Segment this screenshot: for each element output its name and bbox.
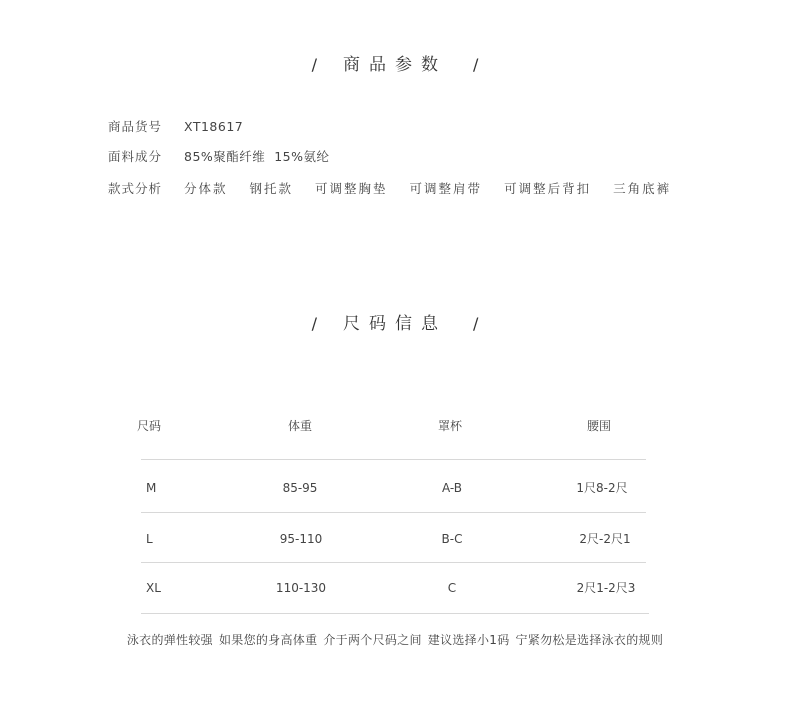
table-cell-waist: 2尺1-2尺3	[576, 581, 636, 595]
title-slash-left: /	[311, 55, 317, 74]
param-row-sku	[108, 118, 243, 136]
param-row-fabric	[108, 148, 330, 166]
sku-value: XT18617	[184, 119, 244, 134]
param-row-style	[108, 180, 693, 198]
note-part: 如果您的身高体重	[218, 633, 318, 647]
table-header-weight: 体重	[287, 419, 313, 433]
fabric-label: 面料成分	[108, 149, 163, 164]
table-cell-size: M	[146, 481, 157, 495]
sku-label: 商品货号	[108, 119, 163, 134]
table-divider	[141, 459, 646, 460]
title-slash-left: /	[311, 314, 317, 333]
style-tag: 三角底裤	[613, 181, 672, 196]
table-header-waist: 腰围	[586, 419, 612, 433]
table-header-cup: 罩杯	[437, 419, 463, 433]
note-part: 宁紧勿松是选择泳衣的规则	[515, 633, 664, 647]
style-label: 款式分析	[108, 181, 163, 196]
table-cell-cup: B-C	[441, 532, 463, 546]
table-cell-cup: A-B	[441, 481, 463, 495]
size-title-text: 尺码信息	[343, 314, 447, 334]
table-cell-waist: 2尺-2尺1	[579, 532, 631, 546]
table-cell-size: L	[146, 532, 153, 546]
table-cell-weight: 85-95	[282, 481, 318, 495]
note-part: 介于两个尺码之间	[323, 633, 422, 647]
sizing-note	[0, 631, 790, 648]
table-cell-weight: 110-130	[275, 581, 327, 595]
table-cell-size: XL	[146, 581, 161, 595]
title-slash-right: /	[473, 55, 479, 74]
table-cell-cup: C	[447, 581, 457, 595]
section-title-size	[0, 309, 790, 334]
params-title-text: 商品参数	[343, 55, 447, 75]
fabric-value: 85%聚酯纤维 15%氨纶	[184, 149, 330, 164]
style-tag: 可调整后背扣	[504, 181, 592, 196]
style-tag: 可调整肩带	[409, 181, 483, 196]
style-tags	[184, 180, 693, 198]
table-cell-waist: 1尺8-2尺	[576, 481, 628, 495]
style-tag: 可调整胸垫	[315, 181, 388, 196]
table-divider	[141, 512, 646, 513]
note-part: 泳衣的弹性较强	[126, 633, 213, 647]
title-slash-right: /	[473, 314, 479, 333]
style-tag: 钢托款	[249, 181, 294, 196]
table-cell-weight: 95-110	[279, 532, 323, 546]
table-header-size: 尺码	[137, 419, 162, 433]
style-tag: 分体款	[184, 181, 228, 196]
table-divider	[141, 562, 646, 563]
section-title-params	[0, 50, 790, 75]
note-part: 建议选择小1码	[427, 633, 510, 647]
table-divider	[141, 613, 649, 614]
